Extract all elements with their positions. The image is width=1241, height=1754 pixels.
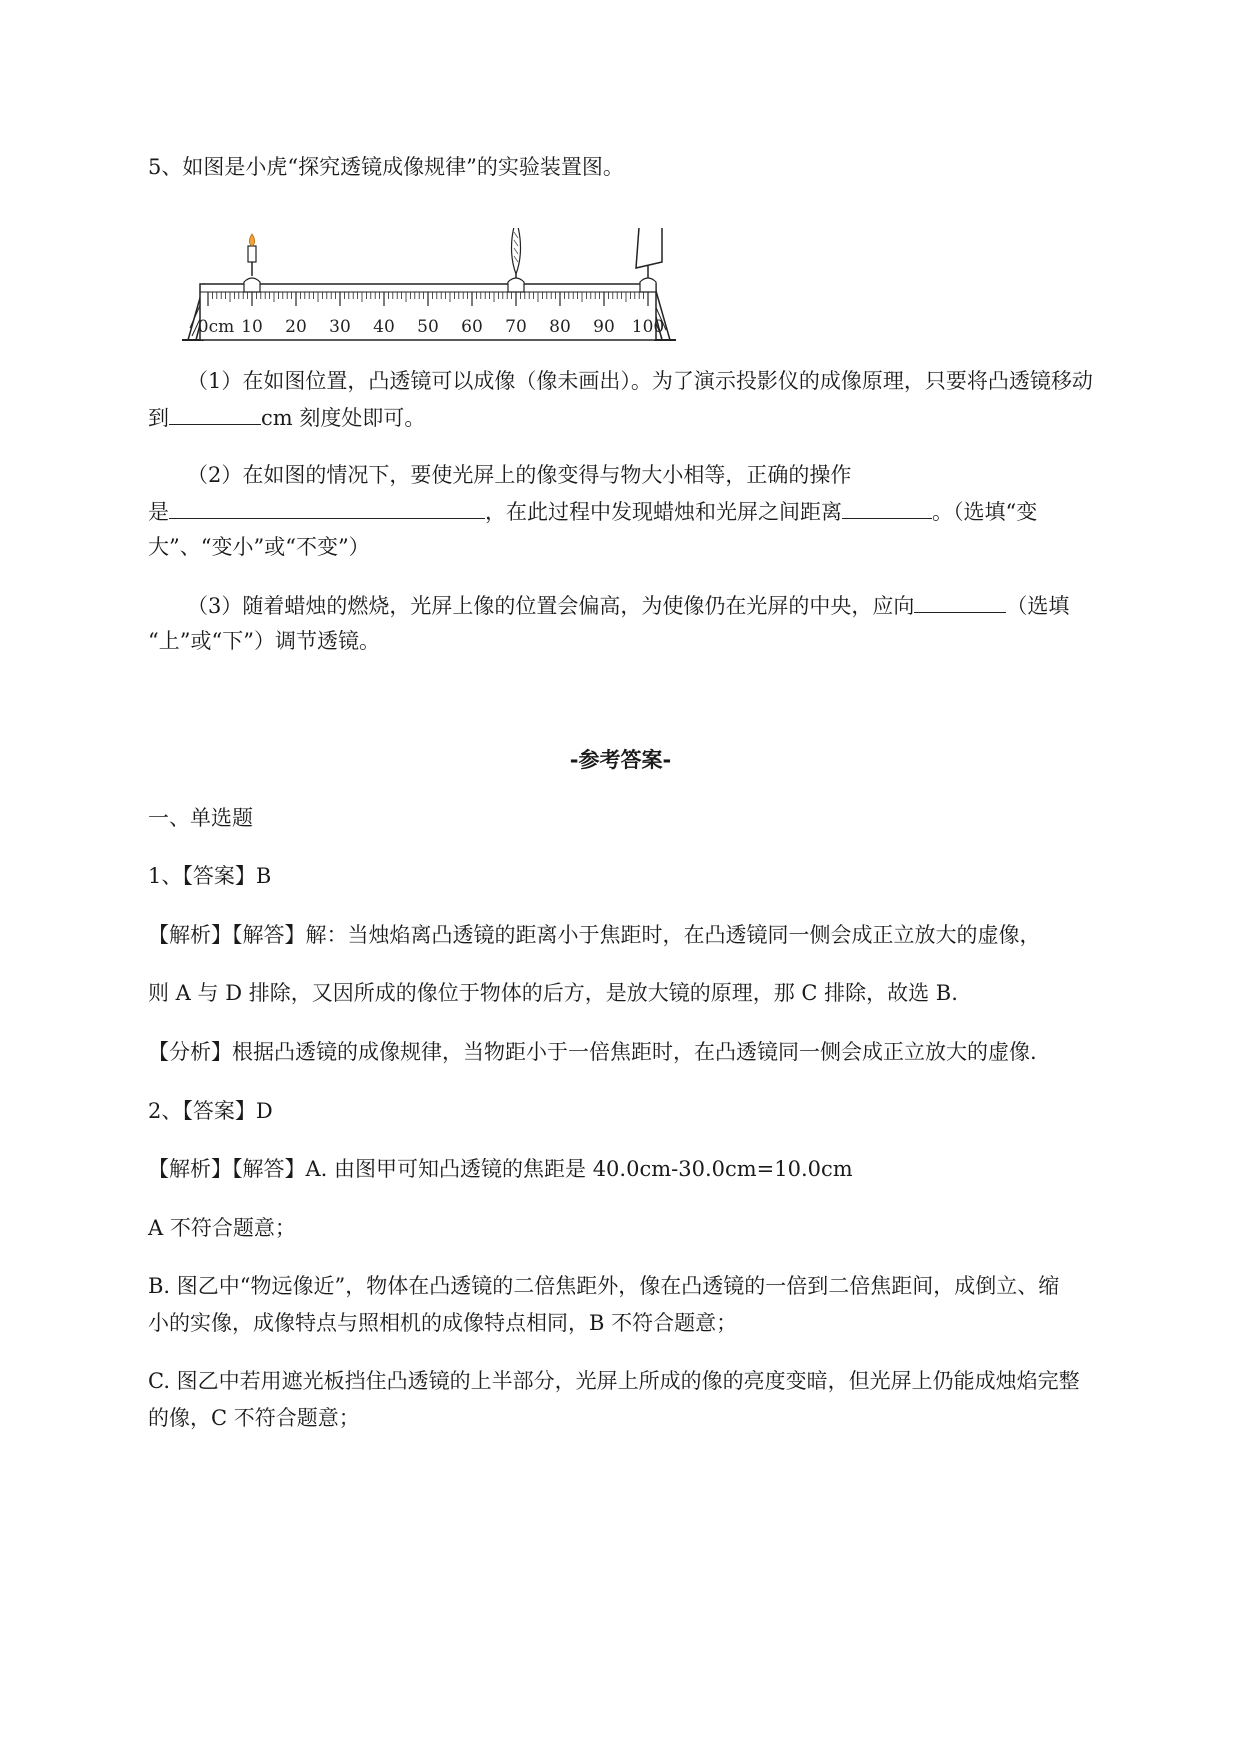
part3-line2: “上”或“下”）调节透镜。 <box>148 629 380 653</box>
candle <box>244 234 260 292</box>
light-screen <box>636 228 662 292</box>
question-title: 5、如图是小虎“探究透镜成像规律”的实验装置图。 <box>148 155 624 179</box>
ruler-label: 60 <box>461 317 483 337</box>
part3-line1: （3）随着蜡烛的燃烧，光屏上像的位置会偏高，为使像仍在光屏的中央，应向 （选填 <box>187 590 1069 621</box>
convex-lens <box>508 228 524 292</box>
ruler-label: 70 <box>505 317 527 337</box>
ruler-label: 40 <box>373 317 395 337</box>
part2-line3: 大”、“变小”或“不变”） <box>148 535 370 559</box>
answer-2-b-2: 小的实像，成像特点与照相机的成像特点相同，B 不符合题意； <box>148 1311 738 1335</box>
ruler-label: 10 <box>241 317 263 337</box>
answer-2-b-1: B. 图乙中“物远像近”，物体在凸透镜的二倍焦距外，像在凸透镜的一倍到二倍焦距间，成倒立、缩 <box>148 1274 1060 1298</box>
part1-line2: 到 cm 刻度处即可。 <box>148 402 425 433</box>
answer-blank-3[interactable] <box>842 496 932 519</box>
part2-line2: 是 ，在此过程中发现蜡烛和光屏之间距离 。（选填“变 <box>148 496 1037 527</box>
flame-icon <box>249 234 254 246</box>
ruler-label: 90 <box>593 317 615 337</box>
answer-2-a: A 不符合题意； <box>148 1216 296 1240</box>
answers-title: -参考答案- <box>569 748 672 772</box>
ruler-label: 80 <box>549 317 571 337</box>
part1-line1: （1）在如图位置，凸透镜可以成像（像未画出）。为了演示投影仪的成像原理，只要将凸透镜移动 <box>187 369 1093 393</box>
ruler-label: 100 <box>631 317 665 337</box>
section-heading: 一、单选题 <box>148 806 253 830</box>
ruler-label: 0cm <box>197 317 235 337</box>
ruler-label: 50 <box>417 317 439 337</box>
answer-2-c-2: 的像，C 不符合题意； <box>148 1406 360 1430</box>
answer-blank-2[interactable] <box>169 496 485 519</box>
answer-1-head: 1、【答案】B <box>148 864 272 888</box>
part2-line1: （2）在如图的情况下，要使光屏上的像变得与物大小相等，正确的操作 <box>187 463 852 487</box>
ruler-label: 20 <box>285 317 307 337</box>
answer-2-analysis: 【解析】【解答】A. 由图甲可知凸透镜的焦距是 40.0cm-30.0cm=10.0cm <box>148 1157 853 1181</box>
answer-2-c-1: C. 图乙中若用遮光板挡住凸透镜的上半部分，光屏上所成的像的亮度变暗，但光屏上仍能成烛焰完整 <box>148 1369 1080 1393</box>
answer-1-analysis-2: 则 A 与 D 排除，又因所成的像位于物体的后方，是放大镜的原理，那 C 排除，故选 B. <box>148 981 958 1005</box>
answer-1-fenxi: 【分析】根据凸透镜的成像规律，当物距小于一倍焦距时，在凸透镜同一侧会成正立放大的虚像. <box>148 1040 1037 1064</box>
answer-1-analysis-1: 【解析】【解答】解：当烛焰离凸透镜的距离小于焦距时，在凸透镜同一侧会成正立放大的虚像， <box>148 923 1041 947</box>
answer-blank-1[interactable] <box>169 402 261 425</box>
optical-bench-figure <box>180 228 740 348</box>
answer-2-head: 2、【答案】D <box>148 1099 273 1123</box>
ruler-label: 30 <box>329 317 351 337</box>
answer-blank-4[interactable] <box>914 590 1006 613</box>
screen-icon <box>636 228 662 268</box>
